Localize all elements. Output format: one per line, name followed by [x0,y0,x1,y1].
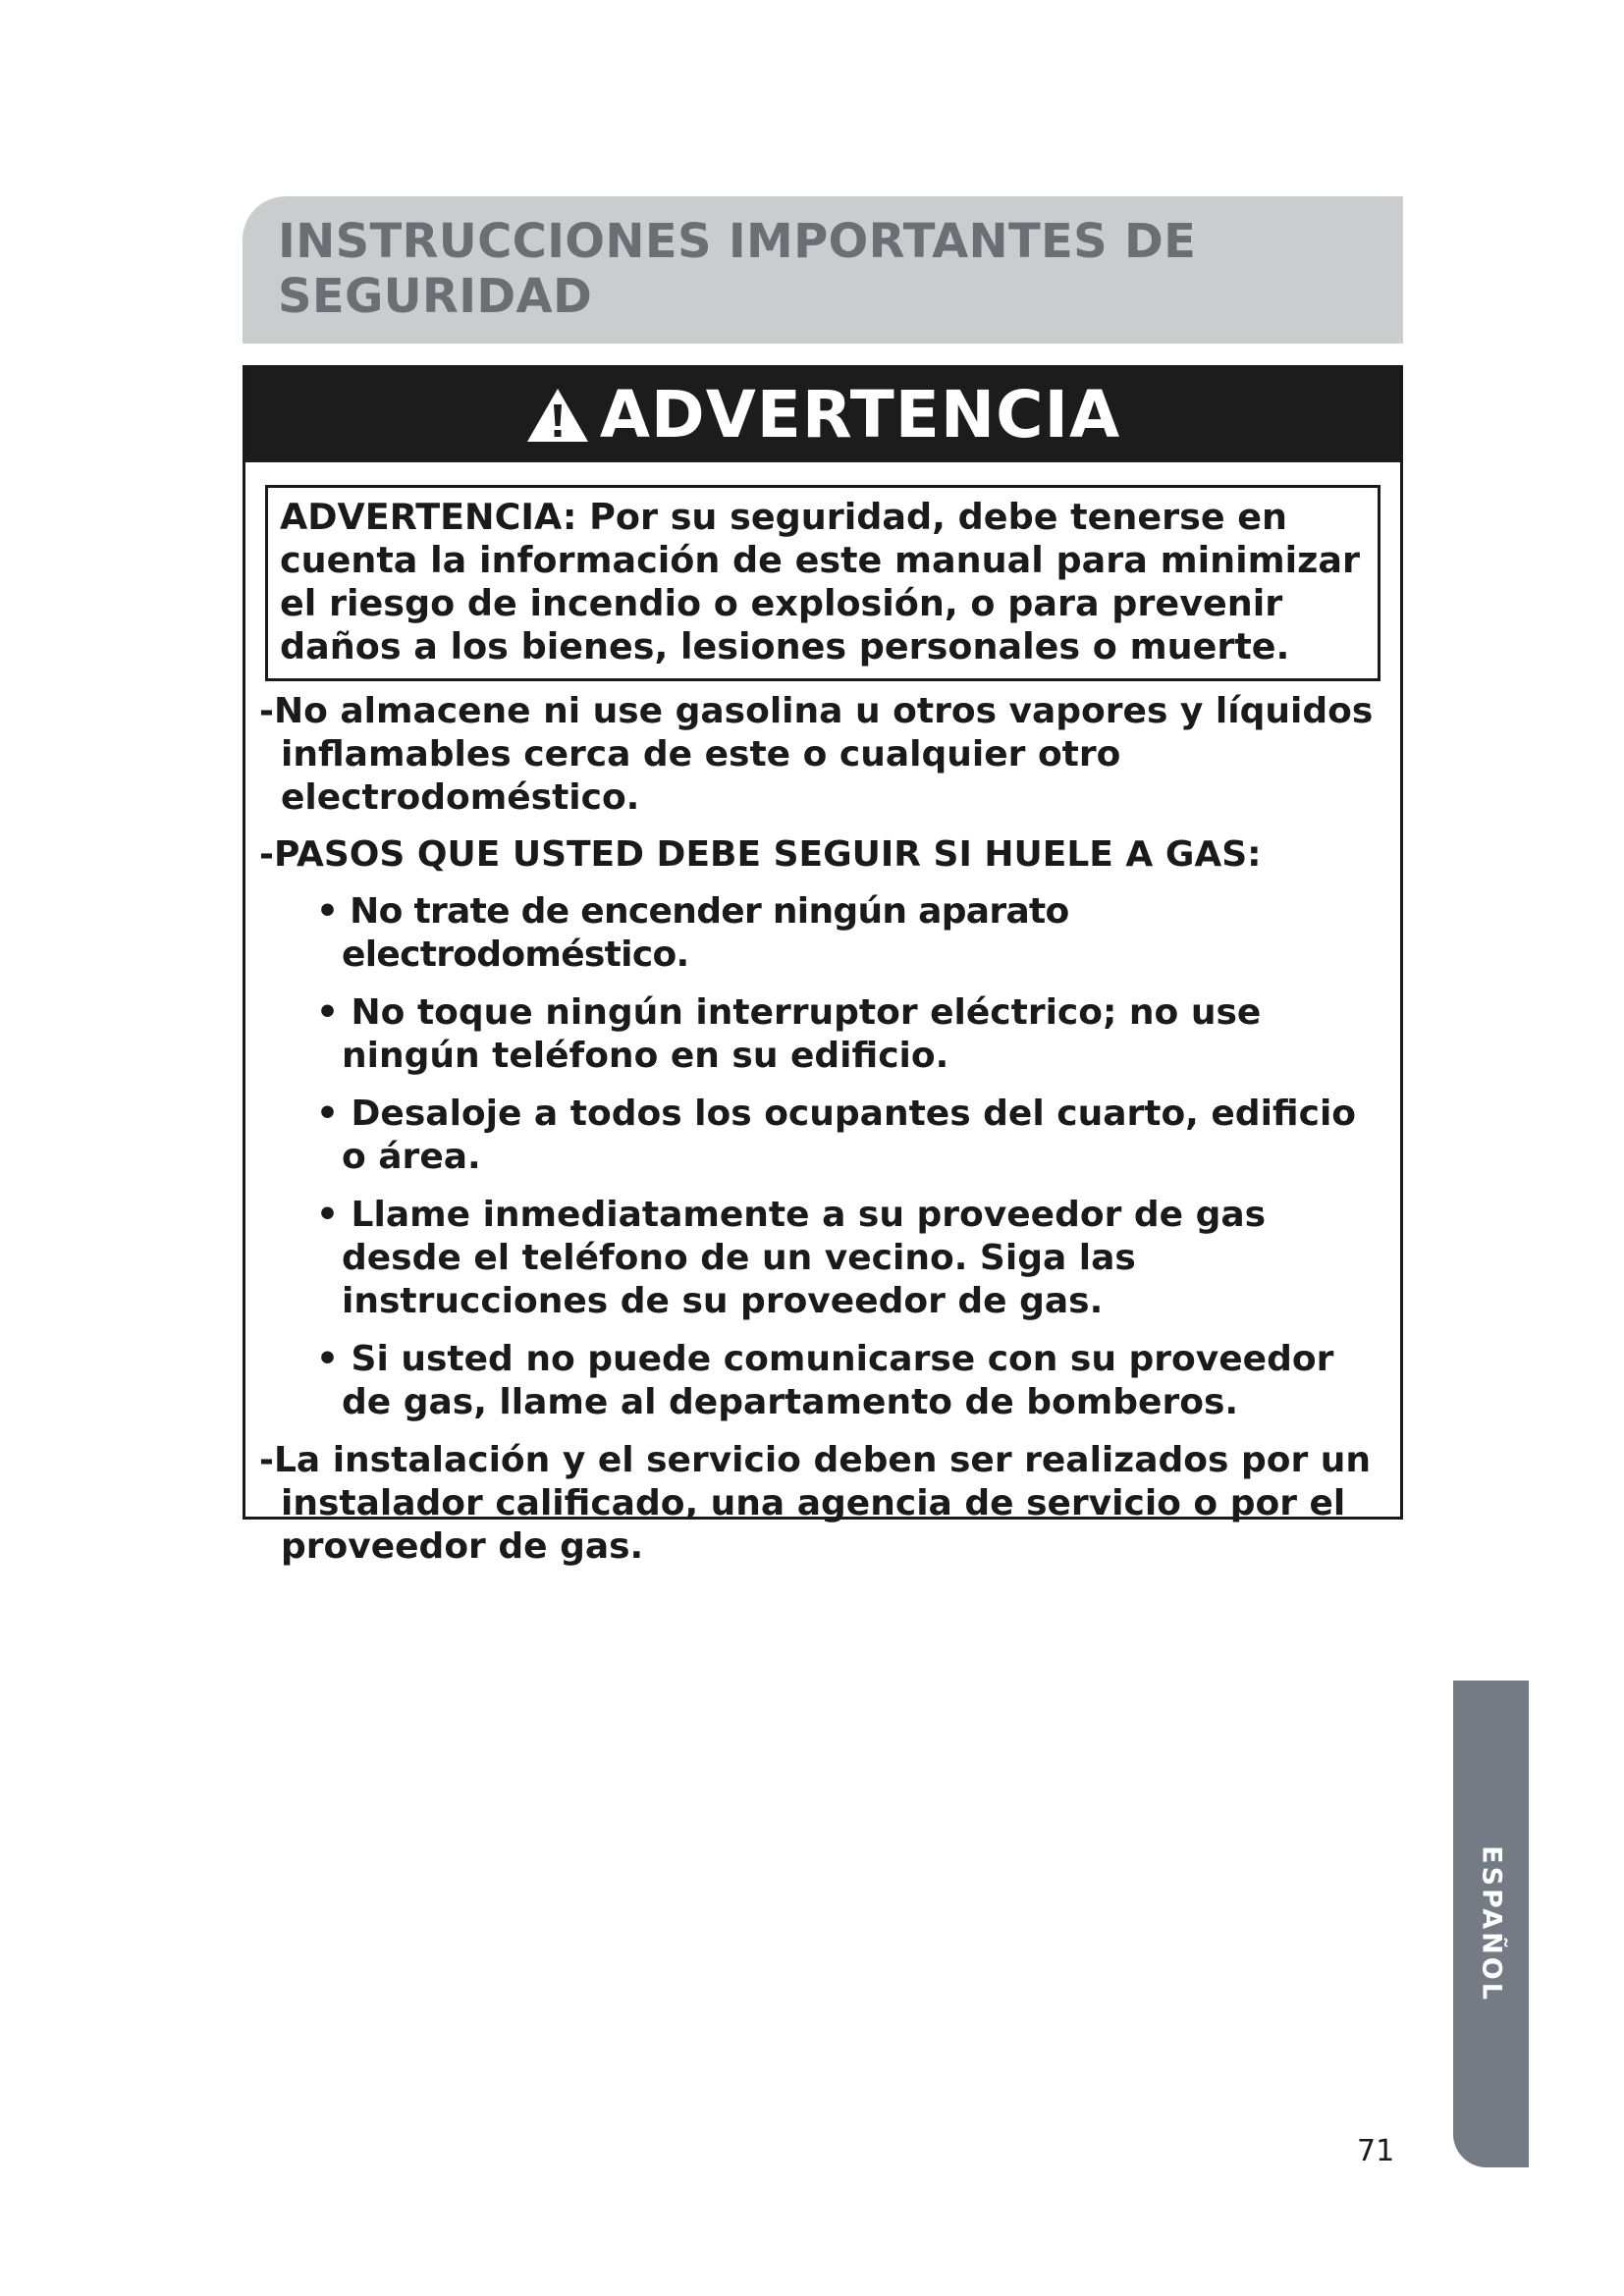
warning-title: ADVERTENCIA [599,377,1121,453]
gas-step-item: • Si usted no puede comunicarse con su proveedor de gas, llame al departamento de bomberos. [316,1339,1334,1422]
section-header [243,196,1403,344]
section-title [278,214,1403,324]
instruction-gas-smell-heading: -PASOS QUE USTED DEBE SEGUIR SI HUELE A GAS: [259,834,1262,875]
gas-step-item: • No trate de encender ningún aparato electrodoméstico. [316,891,1069,975]
instruction-installation: -La instalación y el servicio deben ser realizados por un instalador calificado, una agencia de servicio o por el proveedor de gas. [259,1440,1372,1567]
instruction-no-gasoline: -No almacene ni use gasolina u otros vapores y líquidos inflamables cerca de este o cualquier otro electrodoméstico. [259,691,1374,818]
gas-step-item: • Llame inmediatamente a su proveedor de gas desde el teléfono de un vecino. Siga las instrucciones de su proveedor de gas. [316,1195,1267,1321]
section-title-line2: SEGURIDAD [278,269,593,324]
warning-banner [245,368,1400,462]
section-title-line1: INSTRUCCIONES IMPORTANTES DE [278,214,1197,269]
gas-step-item: • No toque ningún interruptor eléctrico; no use ningún teléfono en su edificio. [316,992,1262,1076]
language-tab-label: ESPAÑOL [1476,1845,1506,2002]
language-tab [1453,1681,1529,2167]
gas-step-item: • Desaloje a todos los ocupantes del cuarto, edificio o área. [316,1094,1357,1177]
instruction-list [259,690,1388,1582]
page-number: 71 [1357,2134,1395,2168]
warning-triangle-icon [525,387,590,444]
warning-box [243,365,1403,1567]
warning-intro: ADVERTENCIA: Por su seguridad, debe tenerse en cuenta la información de este manual para minimizar el riesgo de incendio o explosión, o para prevenir daños a los bienes, lesiones personales o muerte. [265,485,1380,681]
gas-steps-list [259,890,1388,1424]
